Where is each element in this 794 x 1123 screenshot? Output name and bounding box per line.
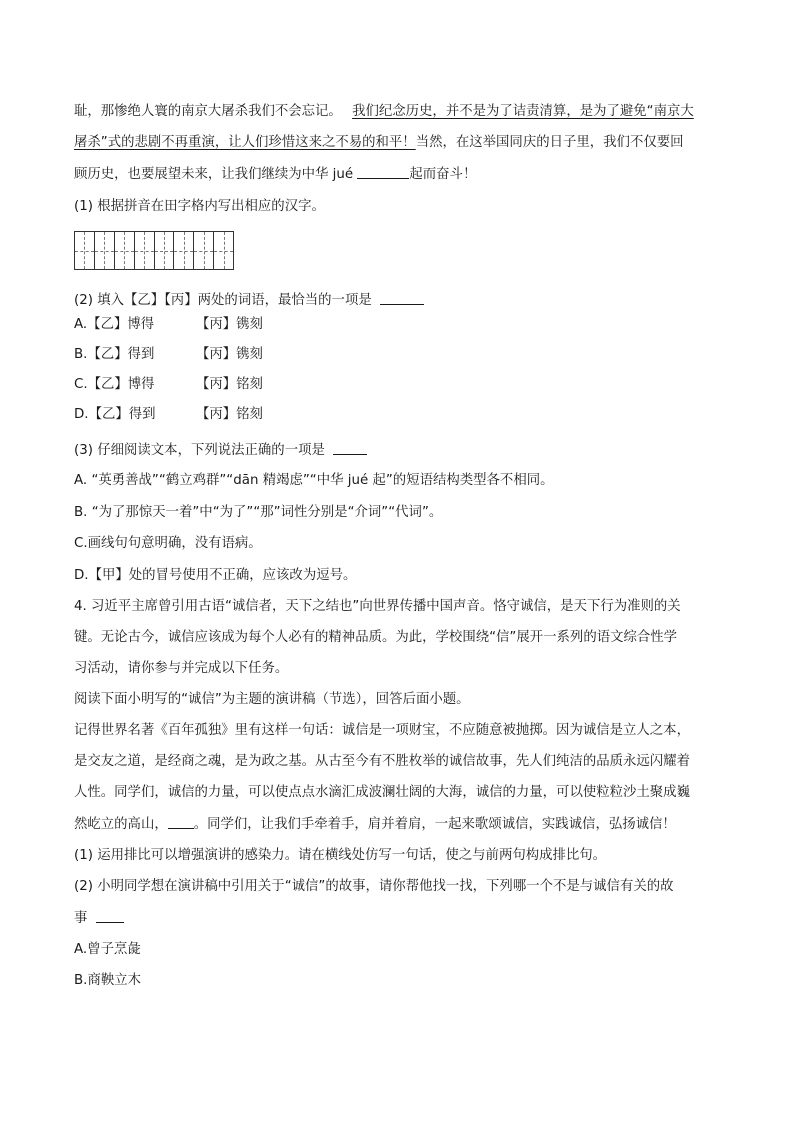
q2-option-d-second: 【丙】铭刻 — [196, 407, 263, 422]
grid-cell[interactable] — [75, 232, 95, 269]
grid-cell[interactable] — [174, 232, 194, 269]
grid-cell[interactable] — [115, 232, 135, 269]
q2-option-b-second: 【丙】镌刻 — [196, 347, 263, 362]
q3-option-a[interactable]: A. “英勇善战”“鹤立鸡群”“dān 精竭虑”“中华 jué 起”的短语结构类型各不相同。 — [74, 473, 554, 488]
grid-cell[interactable] — [95, 232, 115, 269]
speech-paragraph-line-2: 是交友之道，是经商之魂，是为政之基。从古至今有不胜枚举的诚信故事，先人们纯洁的品质永远闪耀着 — [74, 754, 690, 769]
answer-blank[interactable] — [96, 908, 124, 923]
speech-paragraph-line-1: 记得世界名著《百年孤独》里有这样一句话：诚信是一项财宝，不应随意被抛掷。因为诚信是立人之本， — [74, 723, 690, 738]
question-2 — [74, 290, 424, 311]
underlined-sentence: 屠杀”式的悲剧不再重演，让人们珍惜这来之不易的和平！ — [74, 135, 416, 150]
speech-text: 然屹立的高山， — [74, 817, 168, 832]
q2-option-a[interactable]: A.【乙】博得 — [74, 317, 155, 332]
grid-cell[interactable] — [194, 232, 214, 269]
speech-paragraph-line-3: 人性。同学们，诚信的力量，可以使点点水滴汇成波澜壮阔的大海，诚信的力量，可以使粒粒沙土聚成巍 — [74, 785, 690, 800]
answer-blank[interactable] — [380, 290, 424, 305]
intro-text: 耻，那惨绝人寰的南京大屠杀我们不会忘记。 — [74, 104, 342, 119]
intro-text: 当然，在这举国同庆的日子里，我们不仅要回 — [415, 135, 684, 150]
reading-instruction: 阅读下面小明写的“诚信”为主题的演讲稿（节选），回答后面小题。 — [74, 692, 470, 707]
intro-line-2 — [74, 133, 684, 153]
q2-option-c[interactable]: C.【乙】博得 — [74, 377, 155, 392]
intro-text: 起而奋斗！ — [409, 167, 477, 182]
sub-question-2-line-2 — [74, 908, 124, 929]
sub-question-2-option-a[interactable]: A.曾子烹彘 — [74, 942, 141, 957]
q2-option-b[interactable]: B.【乙】得到 — [74, 347, 155, 362]
q2-option-a-second: 【丙】镌刻 — [196, 317, 263, 332]
q2-option-c-second: 【丙】铭刻 — [196, 377, 263, 392]
question-text: (3) 仔细阅读文本，下列说法正确的一项是 — [74, 443, 325, 458]
sub-question-2-option-b[interactable]: B.商鞅立木 — [74, 973, 142, 988]
grid-cell[interactable] — [214, 232, 233, 269]
intro-text: 顾历史，也要展望未来，让我们继续为中华 jué — [74, 167, 354, 182]
tianzige-grid[interactable] — [74, 231, 234, 270]
answer-blank[interactable] — [357, 164, 409, 179]
question-4-line-1: 4. 习近平主席曾引用古语“诚信者，天下之结也”向世界传播中国声音。恪守诚信，是天下行为准则的关 — [74, 599, 681, 614]
question-4-line-2: 键。无论古今，诚信应该成为每个人必有的精神品质。为此，学校围绕“信”展开一系列的语文综合性学 — [74, 630, 678, 645]
q3-option-d[interactable]: D.【甲】处的冒号使用不正确，应该改为逗号。 — [74, 568, 357, 583]
underlined-sentence: 我们纪念历史，并不是为了诘责清算，是为了避免“南京大 — [352, 104, 694, 119]
answer-blank[interactable] — [168, 814, 194, 829]
question-1: (1) 根据拼音在田字格内写出相应的汉字。 — [74, 199, 325, 214]
sub-question-2-line-1: (2) 小明同学想在演讲稿中引用关于“诚信”的故事，请你帮他找一找，下列哪一个不是与诚信有关的故 — [74, 879, 674, 894]
question-4-line-3: 习活动，请你参与并完成以下任务。 — [74, 661, 289, 676]
q2-option-d[interactable]: D.【乙】得到 — [74, 407, 156, 422]
speech-paragraph-line-4 — [74, 814, 676, 835]
grid-cell[interactable] — [135, 232, 155, 269]
grid-cell[interactable] — [155, 232, 175, 269]
question-text: (2) 填入【乙】【丙】两处的词语，最恰当的一项是 — [74, 293, 372, 308]
answer-blank[interactable] — [333, 440, 367, 455]
intro-line-1 — [74, 102, 694, 122]
question-text: 事 — [74, 911, 88, 926]
sub-question-1: (1) 运用排比可以增强演讲的感染力。请在横线处仿写一句话，使之与前两句构成排比句。 — [74, 848, 607, 863]
q3-option-b[interactable]: B. “为了那惊天一着”中“为了”“那”词性分别是“介词”“代词”。 — [74, 505, 443, 520]
q3-option-c[interactable]: C.画线句句意明确，没有语病。 — [74, 536, 262, 551]
question-3 — [74, 440, 367, 461]
intro-line-3 — [74, 164, 476, 185]
speech-text: 。同学们，让我们手牵着手，肩并着肩，一起来歌颂诚信，实践诚信，弘扬诚信！ — [193, 817, 676, 832]
